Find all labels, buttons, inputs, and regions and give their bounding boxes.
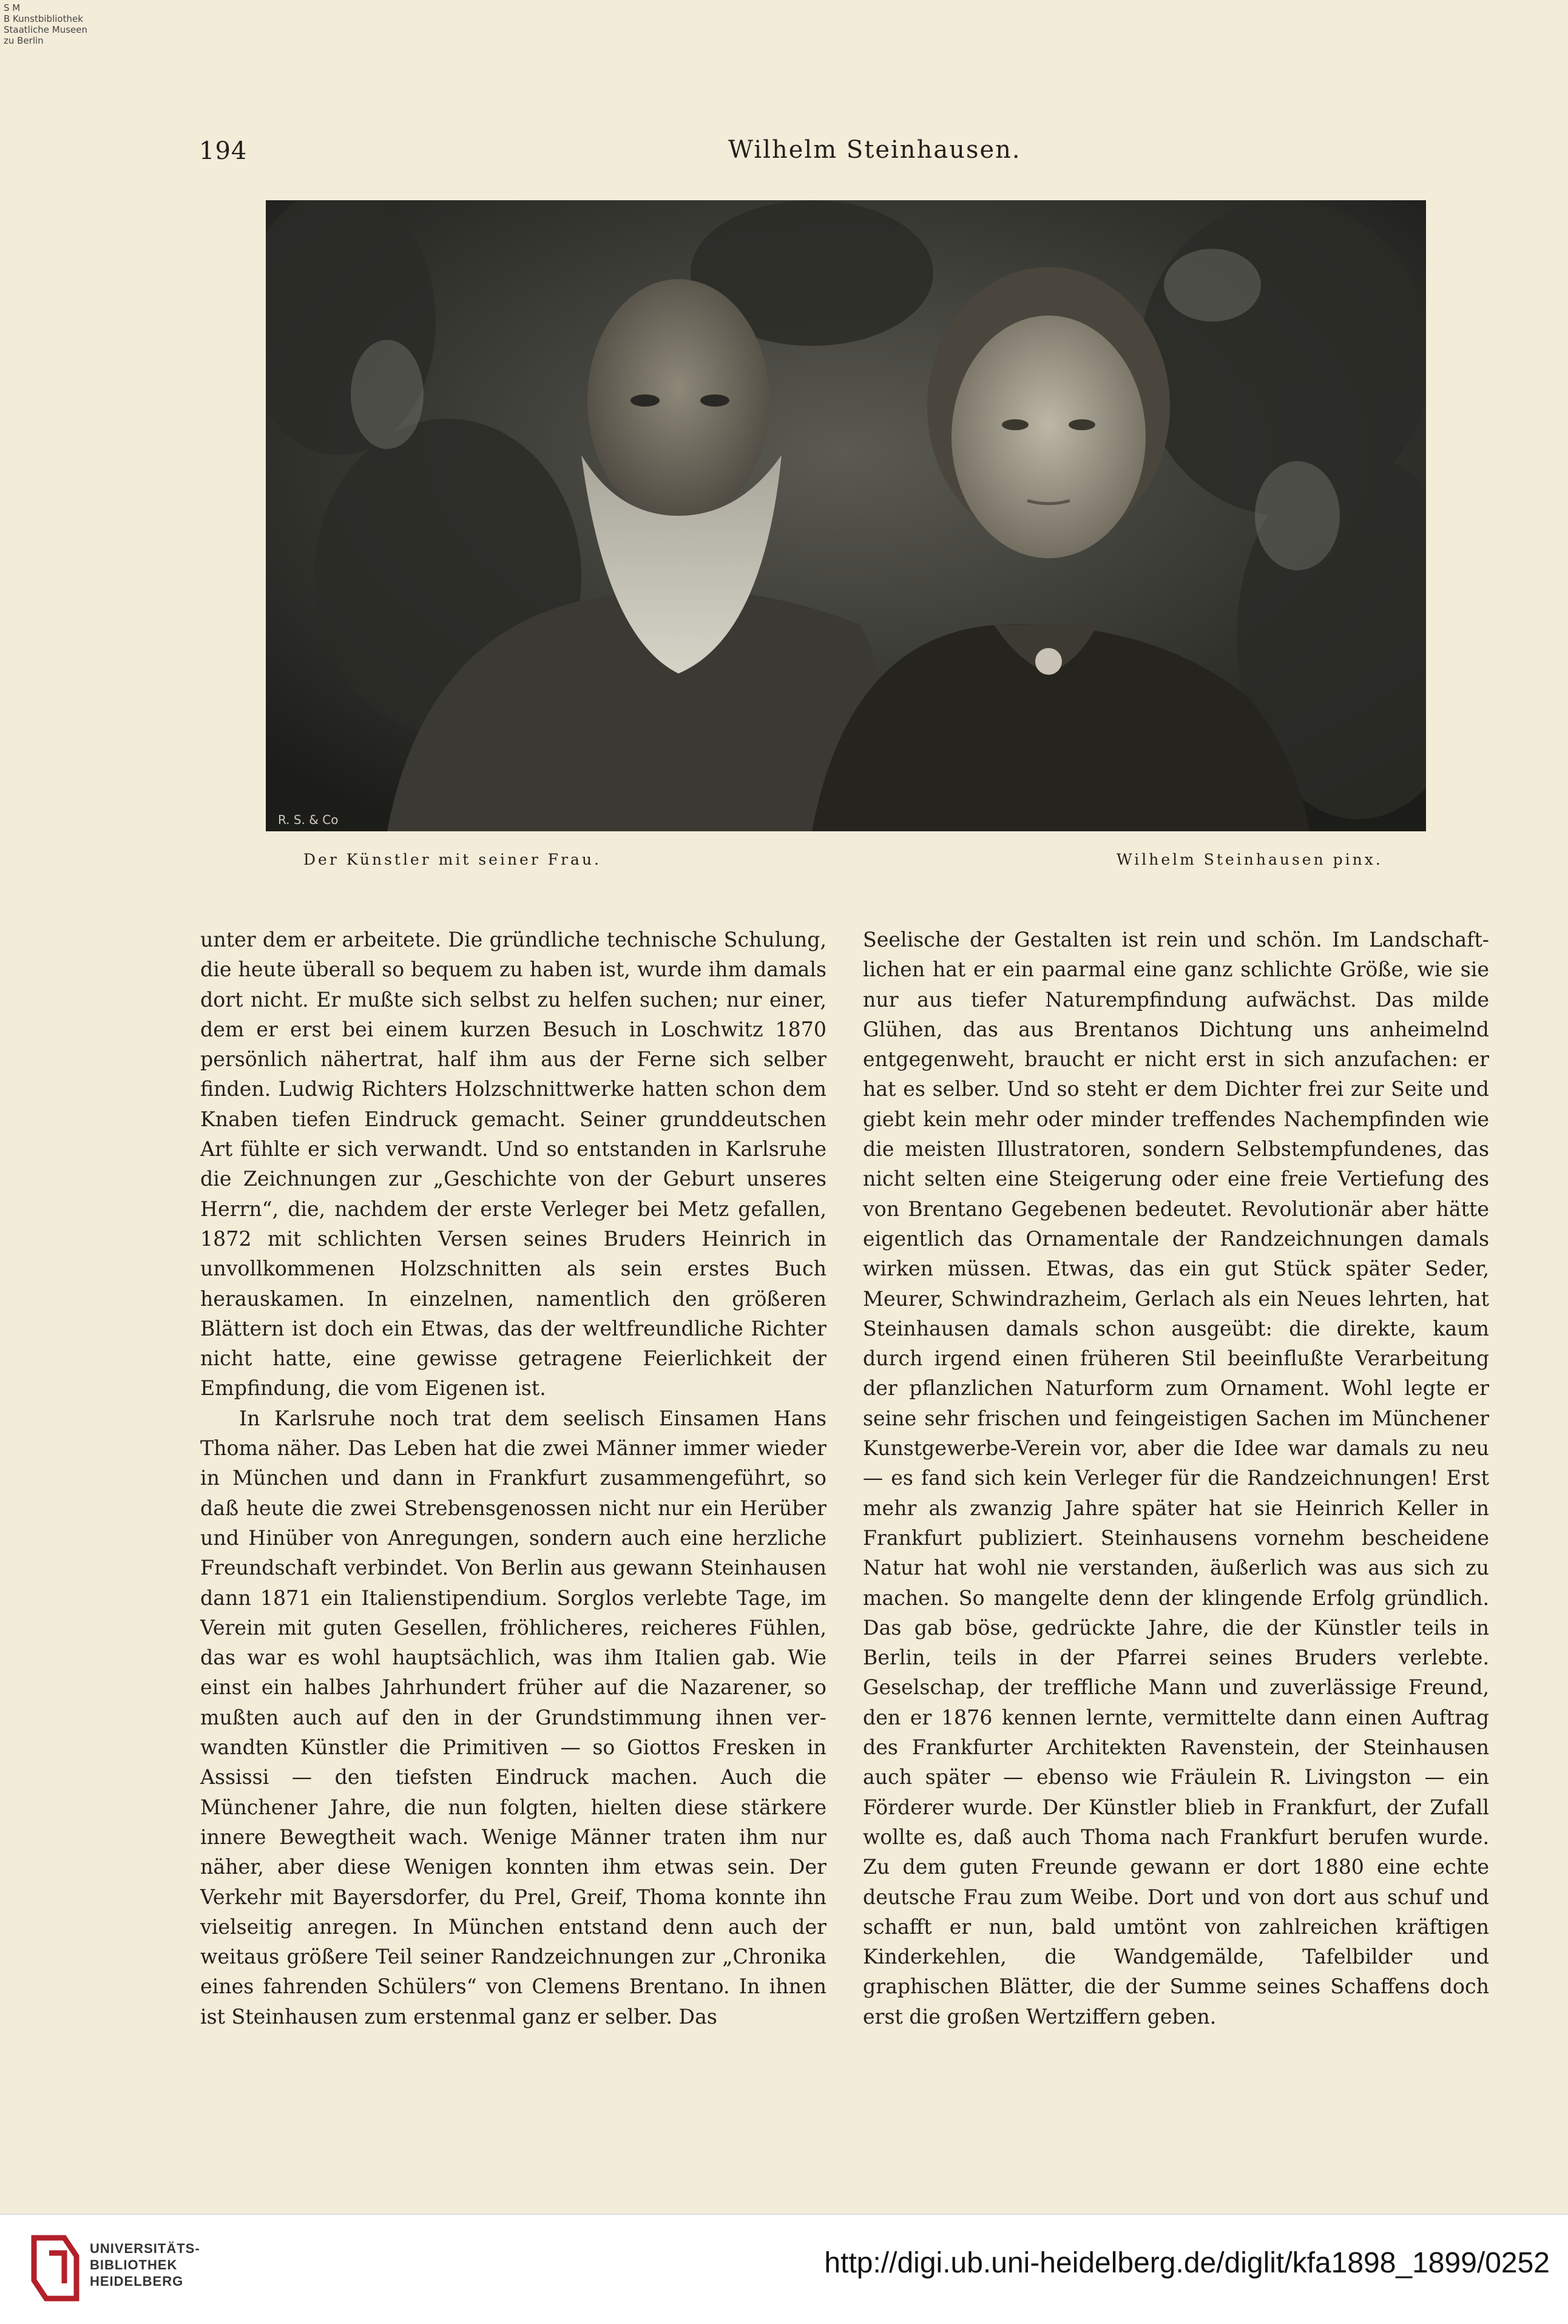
paragraph: unter dem er arbeitete. Die gründliche technische Schulung, die heute überall so bequem zu haben ist, wurde ihm damals dort nicht. Er mußte sich selbst zu helfen suchen; nur einer, dem er erst bei einem kurzen Besuch in Loschwitz 1870 persönlich nähertrat, half ihm aus der Ferne sich selber finden. Ludwig Richters Holzschnittwerke hatten schon dem Knaben tiefen Eindruck gemacht. Seiner grunddeutschen Art fühlte er sich verwandt. Und so entstanden in Karlsruhe die Zeichnungen zur „Geschichte von der Geburt unseres Herrn“, die, nachdem der erste Verleger bei Metz gefallen, 1872 mit schlichten Versen seines Bruders Heinrich in unvollkommenen Holzschnitten als sein erstes Buch herauskamen. In einzelnen, namentlich den größeren Blättern ist doch ein Etwas, das der weltfreundliche Richter nicht hatte, eine gewisse getragene Feierlichkeit der Empfindung, die vom Eigenen ist.	[200, 928, 826, 1400]
paragraph: Seelische der Gestalten ist rein und schön. Im Landschaftlichen hat er ein paarmal eine ganz schlichte Größe, wie sie nur aus tiefer Naturempfindung aufwächst. Das milde Glühen, das aus Brentanos Dichtung uns anheimelnd entgegenweht, braucht er nicht erst in sich anzufachen: er hat es selber. Und so steht er dem Dichter frei zur Seite und giebt kein mehr oder minder treffendes Nachempfinden wie die meisten Illustratoren, sondern Selbstempfundenes, das nicht selten eine Steigerung oder eine freie Vertiefung des von Brentano Gegebenen bedeutet. Revolutionär aber hätte eigentlich das Ornamentale der Randzeichnungen damals wirken müssen. Etwas, das ein gut Stück später Seder, Meurer, Schwindrazheim, Gerlach als ein Neues lehrten, hat Steinhausen damals schon ausgeübt: die direkte, kaum durch irgend einen früheren Stil beeinflußte Verarbeitung der pflanzlichen Naturform zum Ornament. Wohl legte er seine sehr frischen und feingeistigen Sachen im Münchener Kunstgewerbe-Verein vor, aber die Idee war damals zu neu — es fand sich kein Verleger für die Randzeichnungen! Erst mehr als zwanzig Jahre später hat sie Heinrich Keller in Frankfurt publiziert. Steinhausens vornehm bescheidene Natur hat wohl nie verstanden, äußerlich was aus sich zu machen. So mangelte denn der klingende Erfolg gründlich. Das gab böse, gedrückte Jahre, die der Künstler teils in Berlin, teils in der Pfarrei seines Bruders verlebte. Geselschap, der treffliche Mann und zuverlässige Freund, den er 1876 kennen lernte, vermittelte dann einen Auftrag des Frankfurter Architekten Ravenstein, der Steinhausen auch später — ebenso wie Fräulein R. Livingston — ein Förderer wurde. Der Künstler blieb in Frankfurt, der Zufall wollte es, daß auch Thoma nach Frankfurt berufen wurde. Zu dem guten Freunde gewann er dort 1880 eine echte deutsche Frau zum Weibe. Dort und von dort aus schuf und schafft er nun, bald umtönt von zahlreichen kräftigen Kinderkehlen, die Wandgemälde, Tafelbilder und graphischen Blätter, die der Summe seines Schaffens doch erst die großen Wertziffern geben.	[863, 928, 1489, 2028]
right-column	[863, 925, 1489, 2032]
figure-caption: Der Künstler mit seiner Frau.	[303, 851, 601, 868]
stamp-line: S M	[4, 2, 21, 13]
paragraph: In Karlsruhe noch trat dem seelisch Einsamen Hans Thoma näher. Das Leben hat die zwei Männer immer wieder in München und dann in Frankfurt zusammengeführt, so daß heute die zwei Strebensgenossen nicht nur ein Herüber und Hinüber von Anregungen, sondern auch eine herzliche Freundschaft verbindet. Von Berlin aus gewann Steinhausen dann 1871 ein Italienstipendium. Sorglos verlebte Tage, im Verein mit guten Gesellen, fröhlicheres, reicheres Fühlen, das war es wohl hauptsächlich, was ihm Italien gab. Wie einst ein halbes Jahrhundert früher auf die Nazarener, so mußten auch auf den in der Grundstimmung ihnen verwandten Künstler die Primitiven — so Giottos Fresken in Assissi — den tiefsten Eindruck machen. Auch die Münchener Jahre, die nun folgten, hielten diese stärkere innere Bewegtheit wach. Wenige Männer traten ihm nur näher, aber diese Wenigen konnten ihm etwas sein. Der Verkehr mit Bayersdorfer, du Prel, Greif, Thoma konnte ihn vielseitig anregen. In München entstand denn auch der weitaus größere Teil seiner Randzeichnungen zur „Chronika eines fahrenden Schülers“ von Clemens Brentano. In ihnen ist Steinhausen zum erstenmal ganz er selber. Das	[200, 1406, 826, 2028]
engraver-mark: R. S. & Co	[278, 812, 339, 827]
running-title: Wilhelm Steinhausen.	[728, 136, 1021, 164]
logo-line: BIBLIOTHEK	[90, 2257, 178, 2272]
stamp-line: B Kunstbibliothek	[4, 13, 83, 24]
portrait-figure	[266, 200, 1426, 831]
page-number: 194	[199, 137, 248, 165]
library-stamp	[4, 2, 125, 46]
stamp-line: zu Berlin	[4, 35, 44, 46]
portrait-image	[266, 200, 1426, 831]
university-logo-icon	[22, 2232, 83, 2305]
logo-line: UNIVERSITÄTS-	[90, 2241, 200, 2256]
stamp-line: Staatliche Museen	[4, 24, 87, 35]
left-column	[200, 925, 826, 2032]
source-url[interactable]: http://digi.ub.uni-heidelberg.de/diglit/kfa1898_1899/0252	[824, 2247, 1550, 2279]
logo-line: HEIDELBERG	[90, 2274, 184, 2289]
footer-bar	[0, 2214, 1568, 2324]
figure-credit: Wilhelm Steinhausen pinx.	[1117, 851, 1383, 868]
library-logo-text	[90, 2240, 200, 2289]
